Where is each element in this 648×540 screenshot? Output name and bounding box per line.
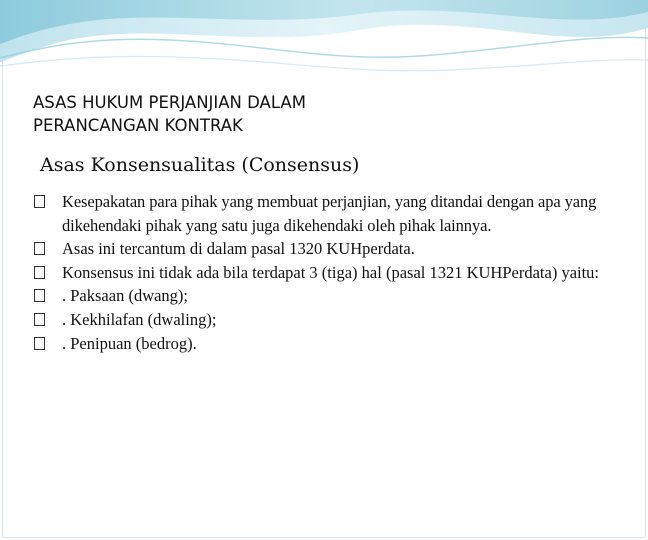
list-item-text: . Penipuan (bedrog). — [62, 333, 197, 353]
list-item — [34, 190, 606, 237]
list-item-text: . Kekhilafan (dwaling); — [62, 309, 217, 329]
list-item — [34, 261, 606, 285]
square-box-icon — [34, 195, 45, 208]
square-box-icon — [34, 266, 45, 279]
slide-title — [33, 91, 593, 137]
section-subheading: Asas Konsensualitas (Consensus) — [40, 154, 360, 176]
list-item-text: Kesepakatan para pihak yang membuat perjanjian, yang ditandai dengan apa yang dikehendaki pihak yang satu juga dikehendaki oleh pihak lainnya. — [62, 192, 597, 235]
list-item — [34, 284, 606, 308]
bullet-list — [34, 190, 606, 355]
header-wave-decoration — [0, 0, 648, 95]
square-box-icon — [34, 289, 45, 302]
list-item — [34, 308, 606, 332]
list-item — [34, 332, 606, 356]
square-box-icon — [34, 242, 45, 255]
list-item-text: Konsensus ini tidak ada bila terdapat 3 (tiga) hal (pasal 1321 KUHPerdata) yaitu: — [62, 262, 600, 282]
square-box-icon — [34, 313, 45, 326]
slide-title-line-2: PERANCANGAN KONTRAK — [33, 116, 243, 135]
list-item — [34, 237, 606, 261]
square-box-icon — [34, 337, 45, 350]
slide-title-line-1: ASAS HUKUM PERJANJIAN DALAM — [33, 93, 306, 112]
list-item-text: Asas ini tercantum di dalam pasal 1320 KUHperdata. — [62, 239, 415, 259]
list-item-text: . Paksaan (dwang); — [62, 286, 189, 306]
